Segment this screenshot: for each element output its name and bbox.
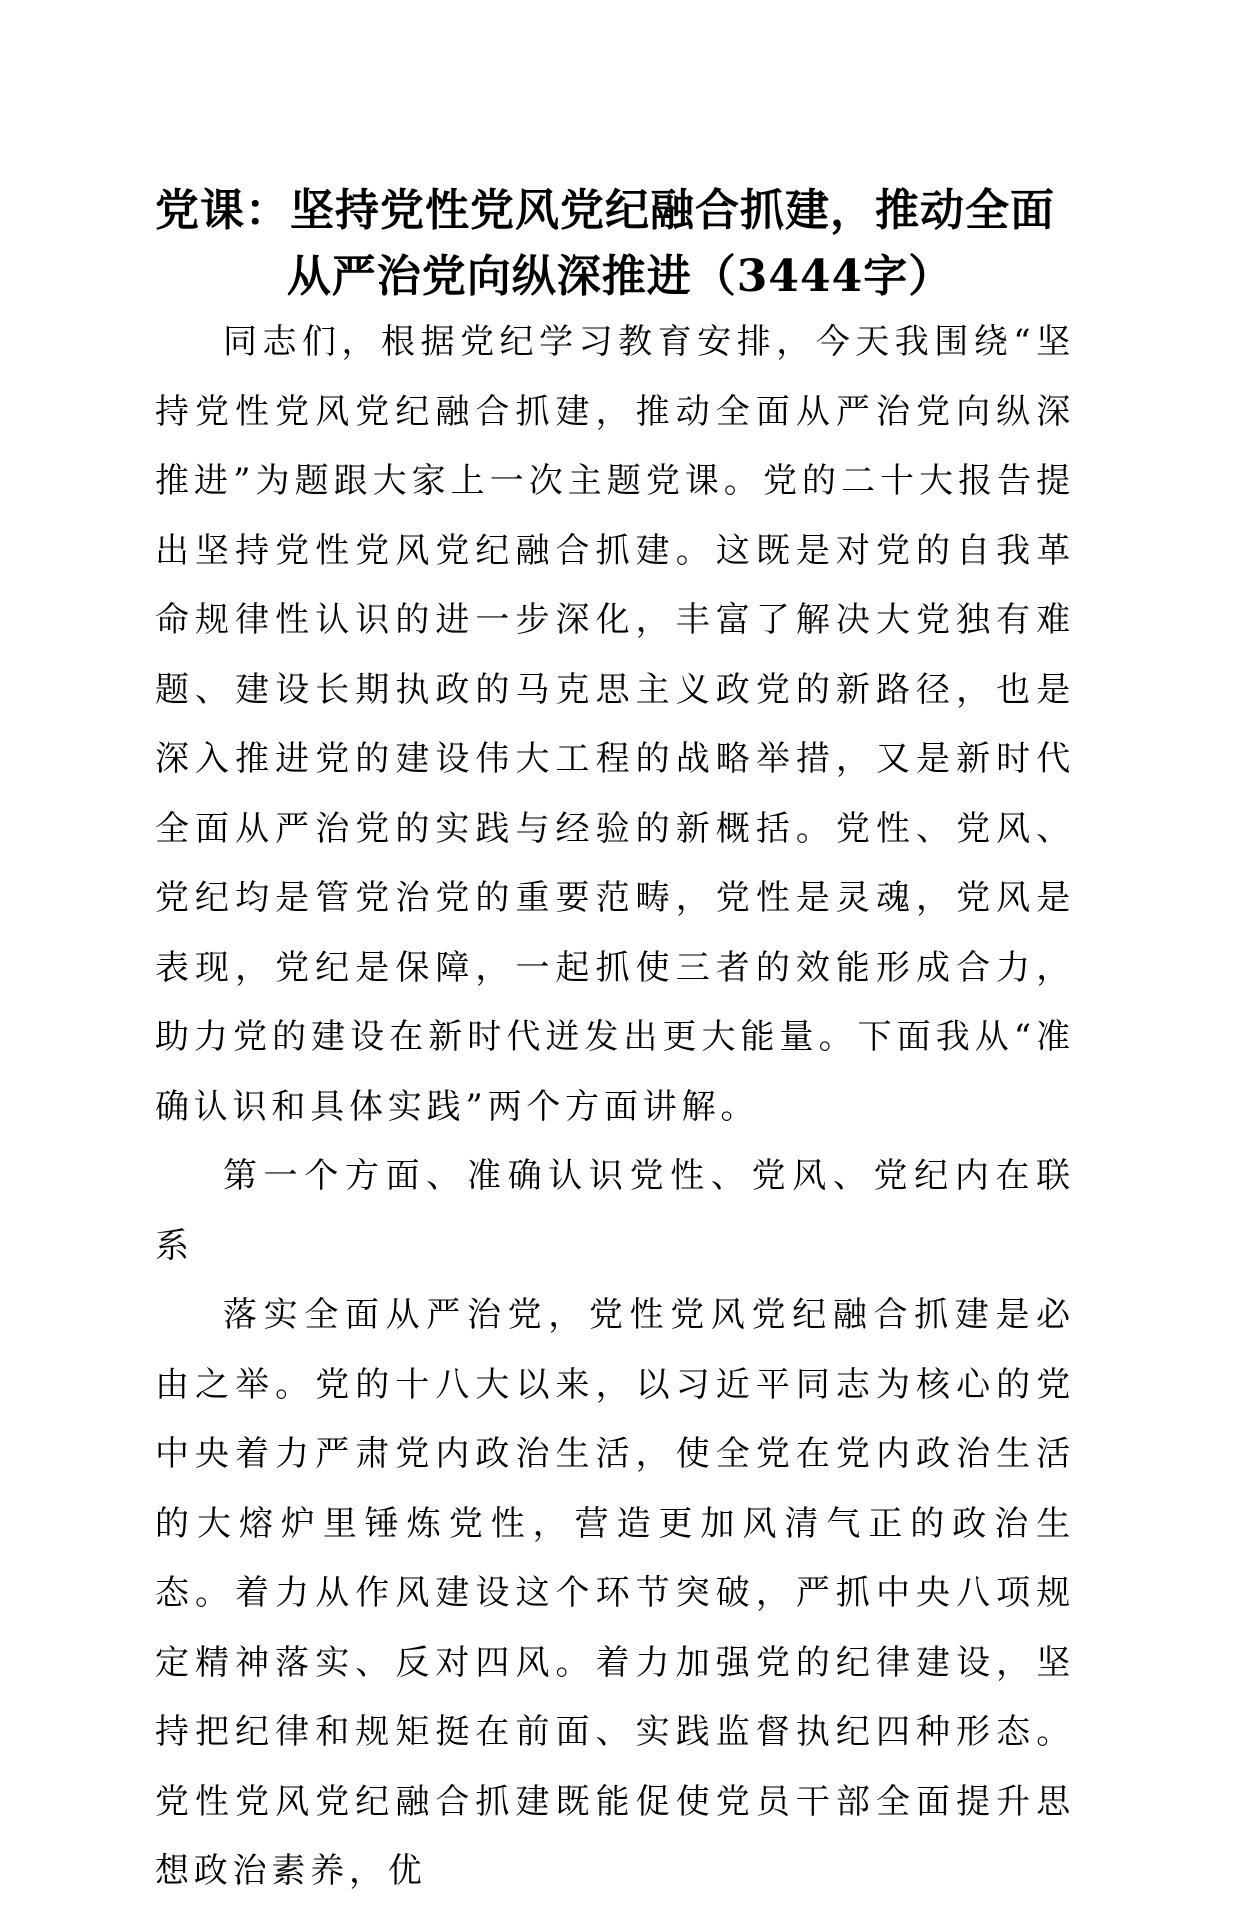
- document-body: [155, 308, 1075, 1907]
- document-title: [155, 178, 1085, 310]
- section-heading-1: 第一个方面、准确认识党性、党风、党纪内在联系: [155, 1156, 1075, 1266]
- paragraph-intro: 同志们，根据党纪学习教育安排，今天我围绕“坚持党性党风党纪融合抓建，推动全面从严治党向纵深推进”为题跟大家上一次主题党课。党的二十大报告提出坚持党性党风党纪融合抓建。这既是对党的自我革命规律性认识的进一步深化，丰富了解决大党独有难题、建设长期执政的马克思主义政党的新路径，也是深入推进党的建设伟大工程的战略举措，又是新时代全面从严治党的实践与经验的新概括。党性、党风、党纪均是管党治党的重要范畴，党性是灵魂，党风是表现，党纪是保障，一起抓使三者的效能形成合力，助力党的建设在新时代迸发出更大能量。下面我从“准确认识和具体实践”两个方面讲解。: [155, 322, 1075, 1127]
- title-line-1: 党课：坚持党性党风党纪融合抓建，推动全面: [155, 185, 1055, 236]
- title-line-2: 从严治党向纵深推进（3444字）: [286, 251, 954, 302]
- paragraph-section-1: 落实全面从严治党，党性党风党纪融合抓建是必由之举。党的十八大以来，以习近平同志为核心的党中央着力严肃党内政治生活，使全党在党内政治生活的大熔炉里锤炼党性，营造更加风清气正的政治生态。着力从作风建设这个环节突破，严抓中央八项规定精神落实、反对四风。着力加强党的纪律建设，坚持把纪律和规矩挺在前面、实践监督执纪四种形态。党性党风党纪融合抓建既能促使党员干部全面提升思想政治素养，优: [155, 1295, 1075, 1891]
